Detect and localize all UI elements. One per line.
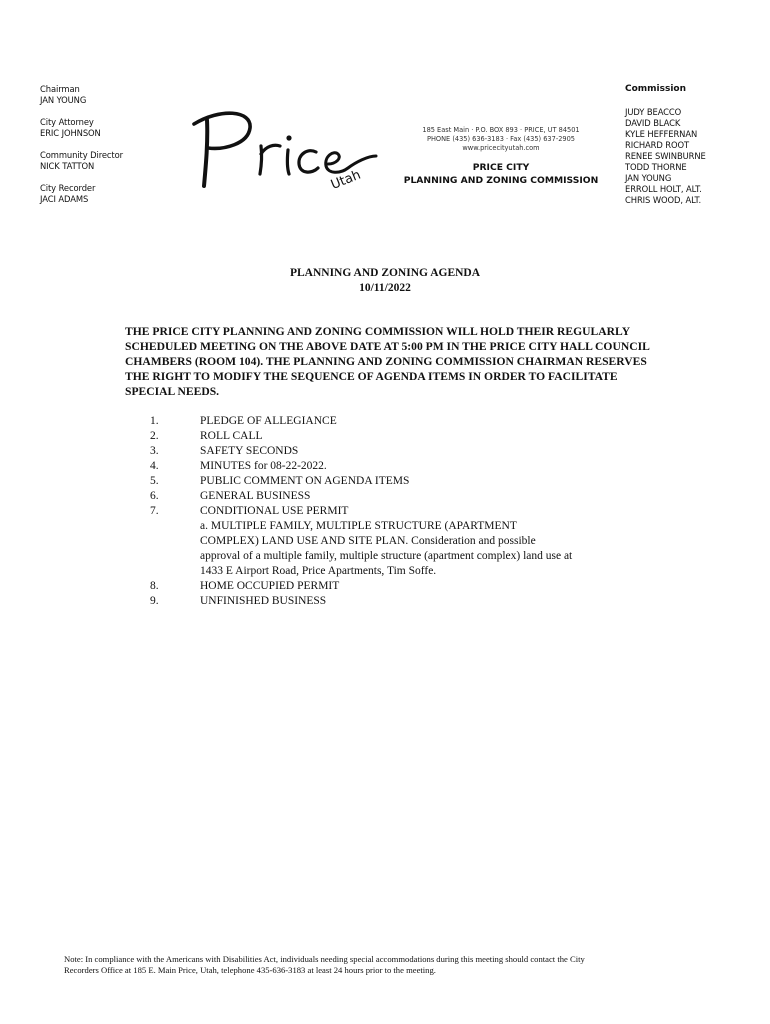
logo-region: Utah (328, 167, 364, 194)
agenda-item-number: 1. (150, 415, 159, 427)
website-line: www.pricecityutah.com (462, 144, 540, 152)
ada-note (64, 954, 714, 976)
commission-heading: Commission (625, 84, 687, 94)
agenda-item-number: 2. (150, 430, 159, 442)
official-name: ERIC JOHNSON (40, 128, 101, 138)
agenda-item-text: UNFINISHED BUSINESS (200, 595, 327, 607)
official-city-attorney (40, 117, 200, 139)
agenda-item-number: 4. (150, 460, 159, 472)
agenda-item (150, 429, 650, 444)
official-chairman (40, 84, 200, 106)
agenda-item-number: 7. (150, 505, 159, 517)
official-name: NICK TATTON (40, 161, 95, 171)
official-title: Community Director (40, 150, 123, 160)
agenda-subitem-line: approval of a multiple family, multiple structure (apartment complex) land use at (200, 550, 573, 562)
officials-list (40, 84, 200, 216)
official-title: City Attorney (40, 117, 94, 127)
org-name: PRICE CITY (472, 162, 530, 173)
agenda-heading (0, 266, 770, 296)
agenda-item (150, 489, 650, 504)
official-title: City Recorder (40, 183, 96, 193)
commission-member: CHRIS WOOD, ALT. (625, 195, 702, 205)
ada-note-line: Note: In compliance with the Americans with Disabilities Act, individuals needing special accommodations during this meeting should contact the City (64, 954, 585, 964)
agenda-item-text: PLEDGE OF ALLEGIANCE (200, 415, 337, 427)
price-utah-logo (190, 104, 380, 194)
agenda-subitem-line: COMPLEX) LAND USE AND SITE PLAN. Consideration and possible (200, 535, 536, 547)
agenda-item-number: 8. (150, 580, 159, 592)
notice-line: CHAMBERS (ROOM 104). THE PLANNING AND ZONING COMMISSION CHAIRMAN RESERVES (125, 355, 647, 368)
agenda-item-text: SAFETY SECONDS (200, 445, 299, 457)
commission-member: ERROLL HOLT, ALT. (625, 184, 702, 194)
official-community-director (40, 150, 200, 172)
agenda-item-text: HOME OCCUPIED PERMIT (200, 580, 340, 592)
notice-line: THE PRICE CITY PLANNING AND ZONING COMMISSION WILL HOLD THEIR REGULARLY (125, 325, 631, 338)
commission-list (625, 84, 765, 206)
agenda-item-text: ROLL CALL (200, 430, 263, 442)
phone-line: PHONE (435) 636-3183 · Fax (435) 637-2905 (427, 135, 575, 143)
address-block (398, 126, 604, 187)
notice-line: SPECIAL NEEDS. (125, 385, 220, 398)
agenda-item-number: 6. (150, 490, 159, 502)
agenda-subitem-line: a. MULTIPLE FAMILY, MULTIPLE STRUCTURE (APARTMENT (200, 520, 517, 532)
agenda-items (150, 414, 650, 609)
official-title: Chairman (40, 84, 80, 94)
official-city-recorder (40, 183, 200, 205)
agenda-subitem-line: 1433 E Airport Road, Price Apartments, Tim Soffe. (200, 565, 437, 577)
address-line: 185 East Main · P.O. BOX 893 · PRICE, UT 84501 (422, 126, 580, 134)
commission-member: JUDY BEACCO (625, 107, 682, 117)
agenda-item (150, 414, 650, 429)
agenda-item-text: GENERAL BUSINESS (200, 490, 311, 502)
agenda-item (150, 579, 650, 594)
official-name: JACI ADAMS (40, 194, 89, 204)
official-name: JAN YOUNG (40, 95, 87, 105)
agenda-item-text: CONDITIONAL USE PERMIT (200, 505, 349, 517)
agenda-title: PLANNING AND ZONING AGENDA (289, 267, 481, 279)
org-commission-name: PLANNING AND ZONING COMMISSION (403, 175, 599, 186)
commission-member: KYLE HEFFERNAN (625, 129, 698, 139)
agenda-item (150, 444, 650, 459)
commission-member: RICHARD ROOT (625, 140, 690, 150)
agenda-item-text: PUBLIC COMMENT ON AGENDA ITEMS (200, 475, 410, 487)
agenda-item (150, 504, 650, 519)
commission-member: DAVID BLACK (625, 118, 681, 128)
agenda-item (150, 474, 650, 489)
notice-line: THE RIGHT TO MODIFY THE SEQUENCE OF AGENDA ITEMS IN ORDER TO FACILITATE (125, 370, 618, 383)
commission-member: TODD THORNE (625, 162, 687, 172)
commission-member: RENEE SWINBURNE (625, 151, 706, 161)
agenda-item-number: 5. (150, 475, 159, 487)
meeting-notice (125, 324, 715, 399)
agenda-item-text: MINUTES for 08-22-2022. (200, 460, 327, 472)
notice-line: SCHEDULED MEETING ON THE ABOVE DATE AT 5:00 PM IN THE PRICE CITY HALL COUNCIL (125, 340, 650, 353)
agenda-item (150, 594, 650, 609)
agenda-item-number: 9. (150, 595, 159, 607)
commission-member: JAN YOUNG (625, 173, 672, 183)
agenda-date: 10/11/2022 (359, 282, 411, 294)
agenda-item (150, 459, 650, 474)
agenda-item-number: 3. (150, 445, 159, 457)
ada-note-line: Recorders Office at 185 E. Main Price, Utah, telephone 435-636-3183 at least 24 hours prior to the meeting. (64, 965, 436, 975)
